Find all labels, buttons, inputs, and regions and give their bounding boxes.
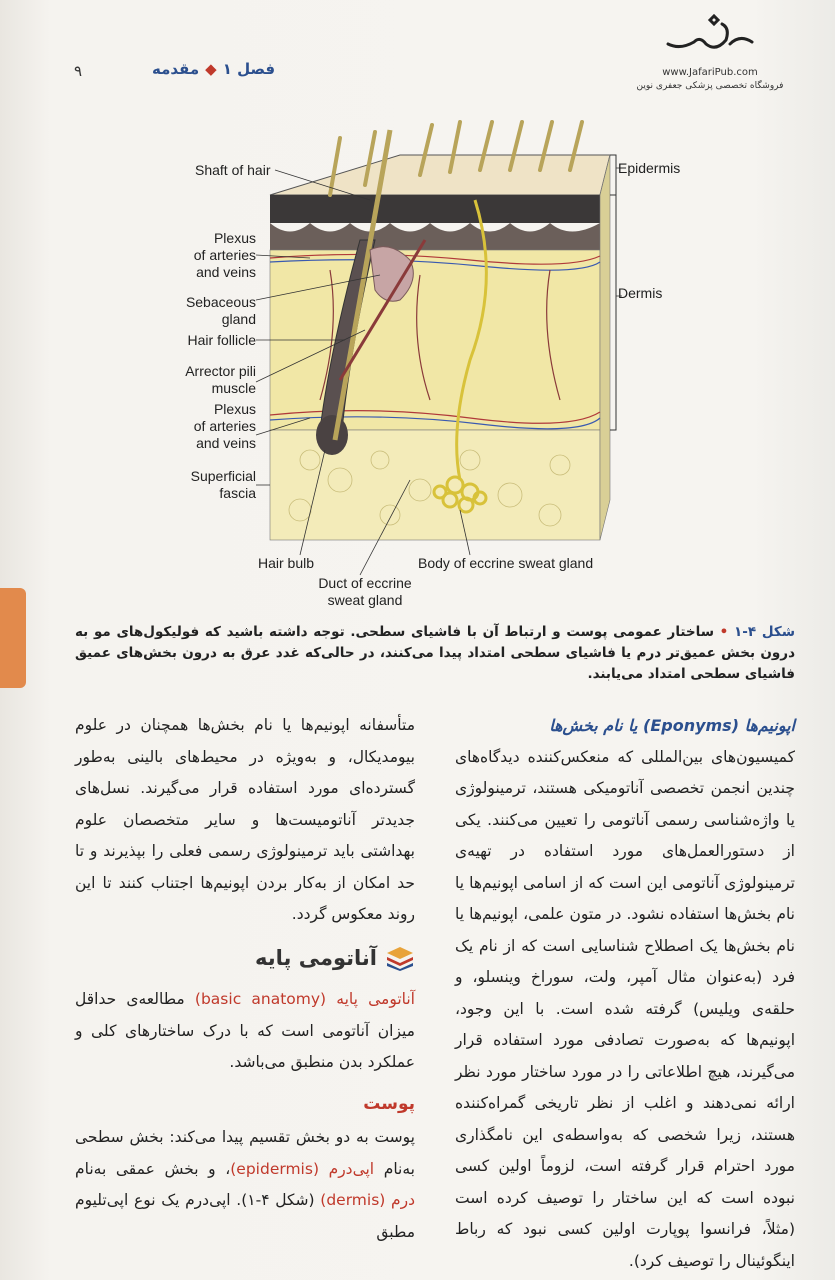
skin-text-b: ، و بخش عمقی به‌نام (75, 1159, 231, 1178)
layers-icon (385, 945, 415, 971)
label-hair-follicle: Hair follicle (187, 332, 256, 348)
skin-text-a: پوست به دو بخش تقسیم پیدا می‌کند: بخش سطحی به‌نام (75, 1128, 415, 1178)
skin-figure (170, 100, 710, 620)
caption-dot: • (713, 624, 729, 640)
logo-shop-name: فروشگاه تخصصی پزشکی جعفری نوین (636, 81, 784, 91)
section-label: مقدمه (152, 60, 200, 78)
left-column (75, 710, 415, 1248)
skin-term-epidermis: اپی‌درم (epidermis) (230, 1159, 375, 1178)
label-body-eccrine: Body of eccrine sweat gland (418, 555, 594, 571)
basic-anatomy-title: آناتومی پایه (255, 945, 377, 970)
skin-text-c: (شکل ۴-۱). اپی‌درم یک نوع اپی‌تلیوم مطبق (75, 1191, 415, 1241)
eponyms-continued-paragraph: متأسفانه اپونیم‌ها یا نام بخش‌ها همچنان در علوم بیومدیکال، و به‌ویژه در محیط‌های بالینی به‌طور گسترده‌ای مورد استفاده قرار می‌گیرند. نسل‌های جدیدتر آناتومیست‌ها و سایر متخصصان علوم بهداشتی باید ترمینولوژی رسمی فعلی را بپذیرند و تا حد امکان از به‌کار بردن اپونیم‌ها اجتناب کنند تا این روند معکوس گردد. (75, 716, 415, 923)
separator-dot: ◆ (205, 60, 217, 78)
label-plexus-upper: Plexus of arteries and veins (193, 230, 256, 280)
logo-calligraphy-icon (660, 14, 760, 56)
figure-caption (75, 622, 795, 685)
eponyms-heading: اپونیم‌ها (Eponyms) یا نام بخش‌ها (549, 716, 795, 735)
right-column (455, 710, 795, 1277)
basic-anatomy-paragraph (75, 984, 415, 1079)
label-hair-bulb: Hair bulb (258, 555, 315, 571)
running-header (152, 60, 275, 78)
page-number: ٩ (74, 62, 83, 80)
label-epidermis: Epidermis (618, 160, 681, 176)
label-duct-eccrine: Duct of eccrine sweat gland (318, 575, 412, 608)
chapter-label: فصل ۱ (222, 60, 276, 78)
label-superficial-fascia: Superficial fascia (190, 468, 256, 501)
label-dermis: Dermis (618, 285, 663, 301)
logo-url: www.JafariPub.com (662, 67, 758, 78)
label-arrector-pili: Arrector pili muscle (185, 363, 256, 396)
eponyms-paragraph: کمیسیون‌های بین‌المللی که منعکس‌کننده دیدگاه‌های چندین انجمن تخصصی آناتومیکی هستند، ترمینولوژی یا واژه‌شناسی رسمی آناتومی را تعیین می‌کنند. یکی از دستورالعمل‌های مورد استفاده در تهیه‌ی ترمینولوژی آناتومی این است که از اسامی اپونیم‌ها یا نام بخش‌ها استفاده نشود. در متون علمی، اپونیم‌ها یا نام بخش‌ها یک اصطلاح شناسایی است که از نام یک فرد (به‌عنوان مثال آمپر، ولت، سوراخ وینسلو، و حلقه‌ی ویلیس) گرفته شده است. با این وجود، اپونیم‌ها که به‌صورت تصادفی مورد استفاده قرار می‌گیرند، هیچ اطلاعاتی را در مورد ساختار مورد نظر ارائه نمی‌دهند و اغلب از نظر تاریخی گمراه‌کننده هستند، زیرا شخصی که به‌واسطه‌ی این نامگذاری مورد احترام قرار گرفته است، لزوماً اولین کسی نبوده است که این ساختار را توصیف کرده است (مثلاً، فرانسوا پوپارت اولین کسی نبود که رباط اینگوئینال را توصیف کرد). (455, 747, 795, 1270)
basic-anatomy-heading (75, 943, 415, 975)
skin-paragraph (75, 1122, 415, 1248)
logo-mark (625, 14, 795, 65)
basic-anatomy-text: مطالعه‌ی حداقل میزان آناتومی است که با درک ساختارهای کلی و عملکرد بدن منطبق می‌باشد. (75, 990, 415, 1071)
label-plexus-lower: Plexus of arteries and veins (193, 401, 256, 451)
skin-heading: پوست (363, 1093, 415, 1114)
basic-anatomy-term: آناتومی پایه (basic anatomy) (194, 990, 415, 1008)
label-sebaceous-gland: Sebaceous gland (185, 294, 256, 327)
publisher-logo (625, 14, 795, 104)
caption-text: ساختار عمومی پوست و ارتباط آن با فاشیای سطحی. توجه داشته باشید که فولیکول‌های مو به درون بخش عمیق‌تر درم یا فاشیای سطحی امتداد پیدا می‌کنند، در حالی‌که غدد عرق به درون بخش‌های عمیق فاشیای سطحی امتداد می‌یابند. (75, 624, 795, 682)
chapter-thumb-tab (0, 588, 26, 688)
caption-figure-number: شکل ۴-۱ (734, 624, 795, 640)
label-shaft-of-hair: Shaft of hair (195, 162, 271, 178)
skin-term-dermis: درم (dermis) (320, 1191, 416, 1209)
